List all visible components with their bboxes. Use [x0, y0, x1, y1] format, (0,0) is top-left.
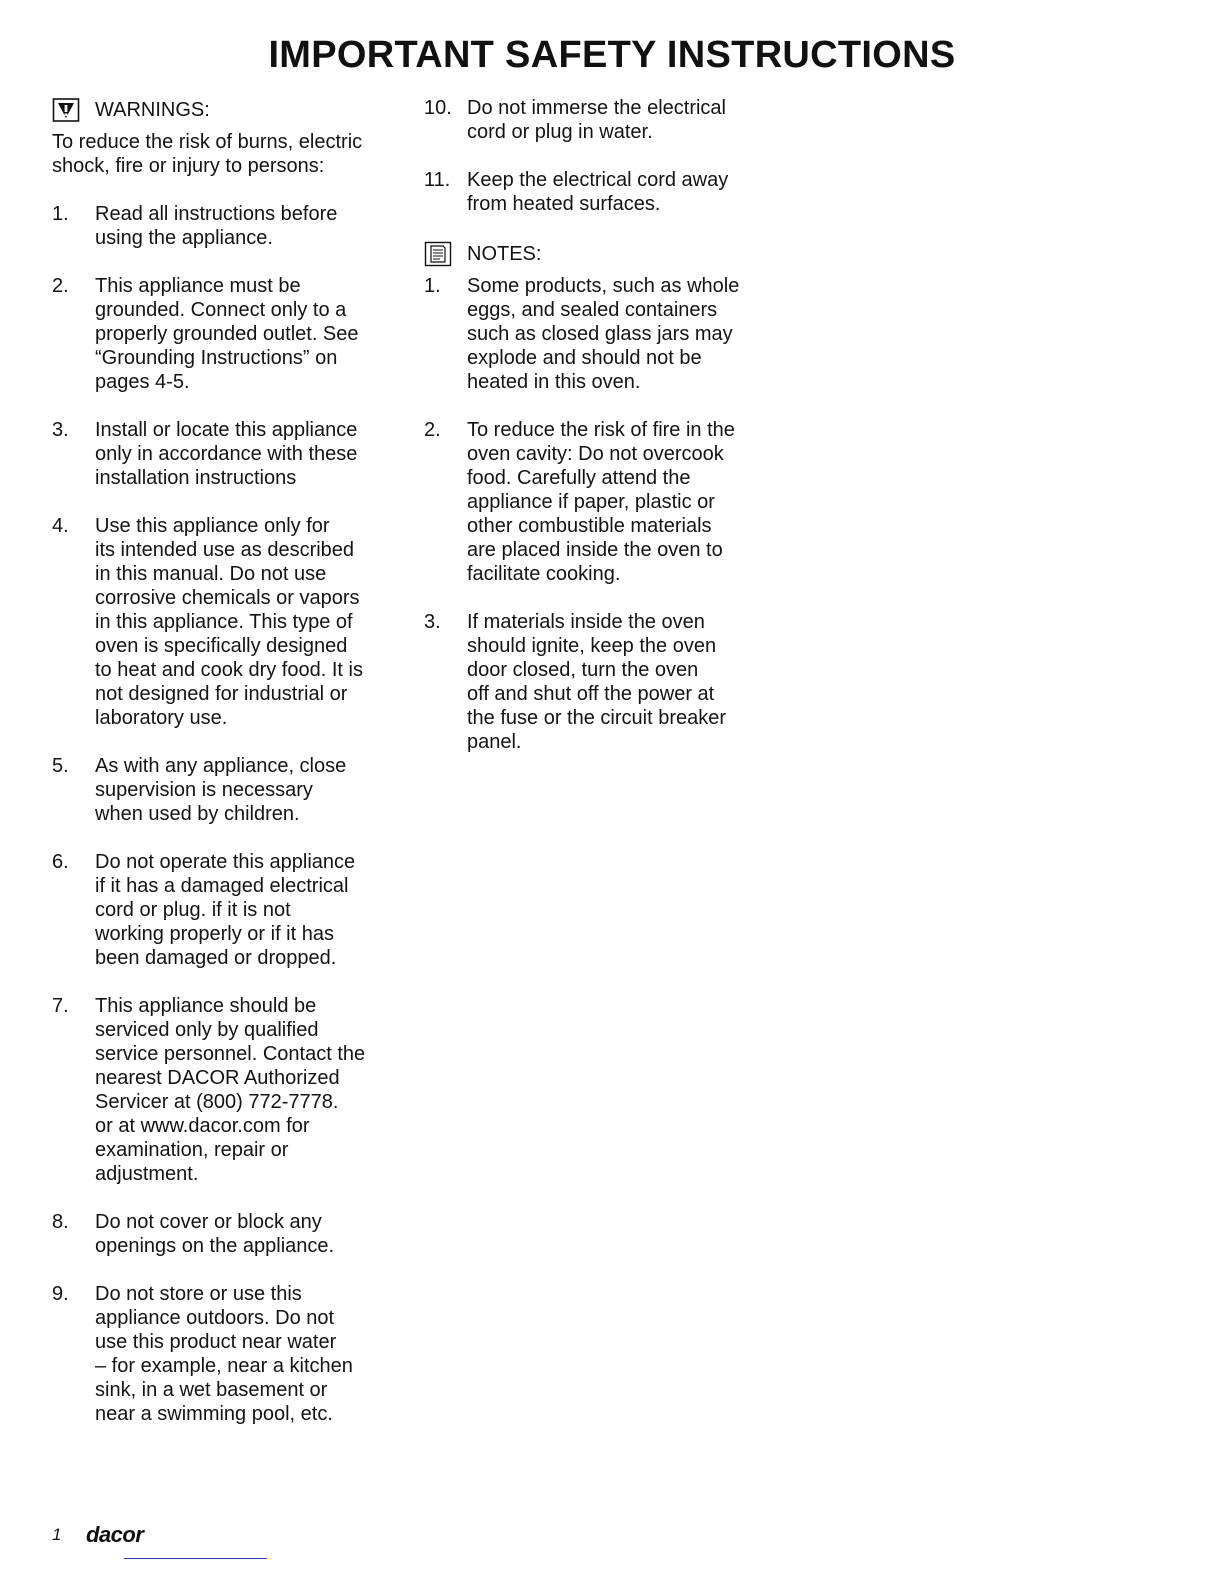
- page-footer: [52, 1522, 143, 1548]
- list-item: [52, 418, 392, 490]
- right-column: [424, 96, 769, 778]
- warnings-heading: [52, 96, 392, 124]
- list-item-number: 4.: [52, 515, 69, 537]
- notes-heading: [424, 240, 769, 268]
- notes-list: [424, 274, 769, 754]
- warnings-intro: To reduce the risk of burns, electric shock, fire or injury to persons:: [52, 131, 363, 177]
- list-item-number: 3.: [52, 419, 69, 441]
- list-item-text: If materials inside the oven should ignite, keep the oven door closed, turn the oven off and shut off the power at the fuse or the circuit breaker panel.: [467, 611, 727, 753]
- list-item-number: 3.: [424, 611, 441, 633]
- list-item-text: Do not immerse the electrical cord or plug in water.: [467, 97, 726, 143]
- brand-logo: dacor: [86, 1522, 144, 1547]
- list-item-text: To reduce the risk of fire in the oven cavity: Do not overcook food. Carefully attend the appliance if paper, plastic or other combustible materials are placed inside the oven to facilitate cooking.: [467, 419, 735, 585]
- list-item-text: Install or locate this appliance only in accordance with these installation instructions: [95, 419, 358, 489]
- list-item-text: Read all instructions before using the appliance.: [95, 203, 338, 249]
- list-item-text: Do not cover or block any openings on the appliance.: [95, 1211, 335, 1257]
- list-item-number: 5.: [52, 755, 69, 777]
- list-item-text: Do not store or use this appliance outdoors. Do not use this product near water – for example, near a kitchen sink, in a wet basement or near a swimming pool, etc.: [95, 1283, 353, 1425]
- footer-divider: [124, 1558, 267, 1559]
- warnings-list-continued: [424, 96, 769, 216]
- list-item: [52, 514, 392, 730]
- list-item-text: As with any appliance, close supervision is necessary when used by children.: [95, 755, 347, 825]
- list-item-number: 11.: [424, 169, 451, 191]
- page-number: 1: [52, 1525, 62, 1544]
- list-item-text: Keep the electrical cord away from heated surfaces.: [467, 169, 729, 215]
- list-item-number: 2.: [52, 275, 69, 297]
- list-item-text: Do not operate this appliance if it has a damaged electrical cord or plug. if it is not working properly or if it has been damaged or dropped.: [95, 851, 356, 969]
- list-item-text: This appliance should be serviced only by qualified service personnel. Contact the nearest DACOR Authorized Servicer at (800) 772-7778. or at www.dacor.com for examination, repair or adjustment.: [95, 995, 366, 1185]
- list-item: [424, 610, 769, 754]
- list-item: [52, 1210, 392, 1258]
- list-item-number: 10.: [424, 97, 452, 119]
- list-item: [52, 994, 392, 1186]
- list-item: [52, 202, 392, 250]
- list-item: [424, 274, 769, 394]
- list-item-text: Some products, such as whole eggs, and sealed containers such as closed glass jars may explode and should not be heated in this oven.: [467, 275, 740, 393]
- warning-triangle-icon: [52, 97, 80, 123]
- list-item: [52, 754, 392, 826]
- list-item: [52, 1282, 392, 1426]
- notepad-icon: [424, 241, 452, 267]
- list-item-number: 1.: [52, 203, 69, 225]
- list-item-number: 9.: [52, 1283, 69, 1305]
- list-item-number: 1.: [424, 275, 441, 297]
- list-item-number: 6.: [52, 851, 69, 873]
- left-column: [52, 96, 392, 1450]
- list-item: [424, 418, 769, 586]
- notes-heading-label: NOTES:: [467, 242, 542, 265]
- list-item: [52, 274, 392, 394]
- list-item-text: This appliance must be grounded. Connect only to a properly grounded outlet. See “Grounding Instructions” on pages 4-5.: [95, 275, 359, 393]
- page-title: IMPORTANT SAFETY INSTRUCTIONS: [268, 34, 956, 76]
- list-item-number: 7.: [52, 995, 69, 1017]
- list-item-text: Use this appliance only for its intended use as described in this manual. Do not use corrosive chemicals or vapors in this appliance. This type of oven is specifically designed to heat and cook dry food. It is not designed for industrial or laboratory use.: [95, 515, 363, 729]
- list-item-number: 2.: [424, 419, 441, 441]
- list-item: [424, 96, 769, 144]
- warnings-heading-label: WARNINGS:: [95, 98, 210, 121]
- list-item-number: 8.: [52, 1211, 69, 1233]
- list-item: [52, 850, 392, 970]
- warnings-list: [52, 202, 392, 1426]
- list-item: [424, 168, 769, 216]
